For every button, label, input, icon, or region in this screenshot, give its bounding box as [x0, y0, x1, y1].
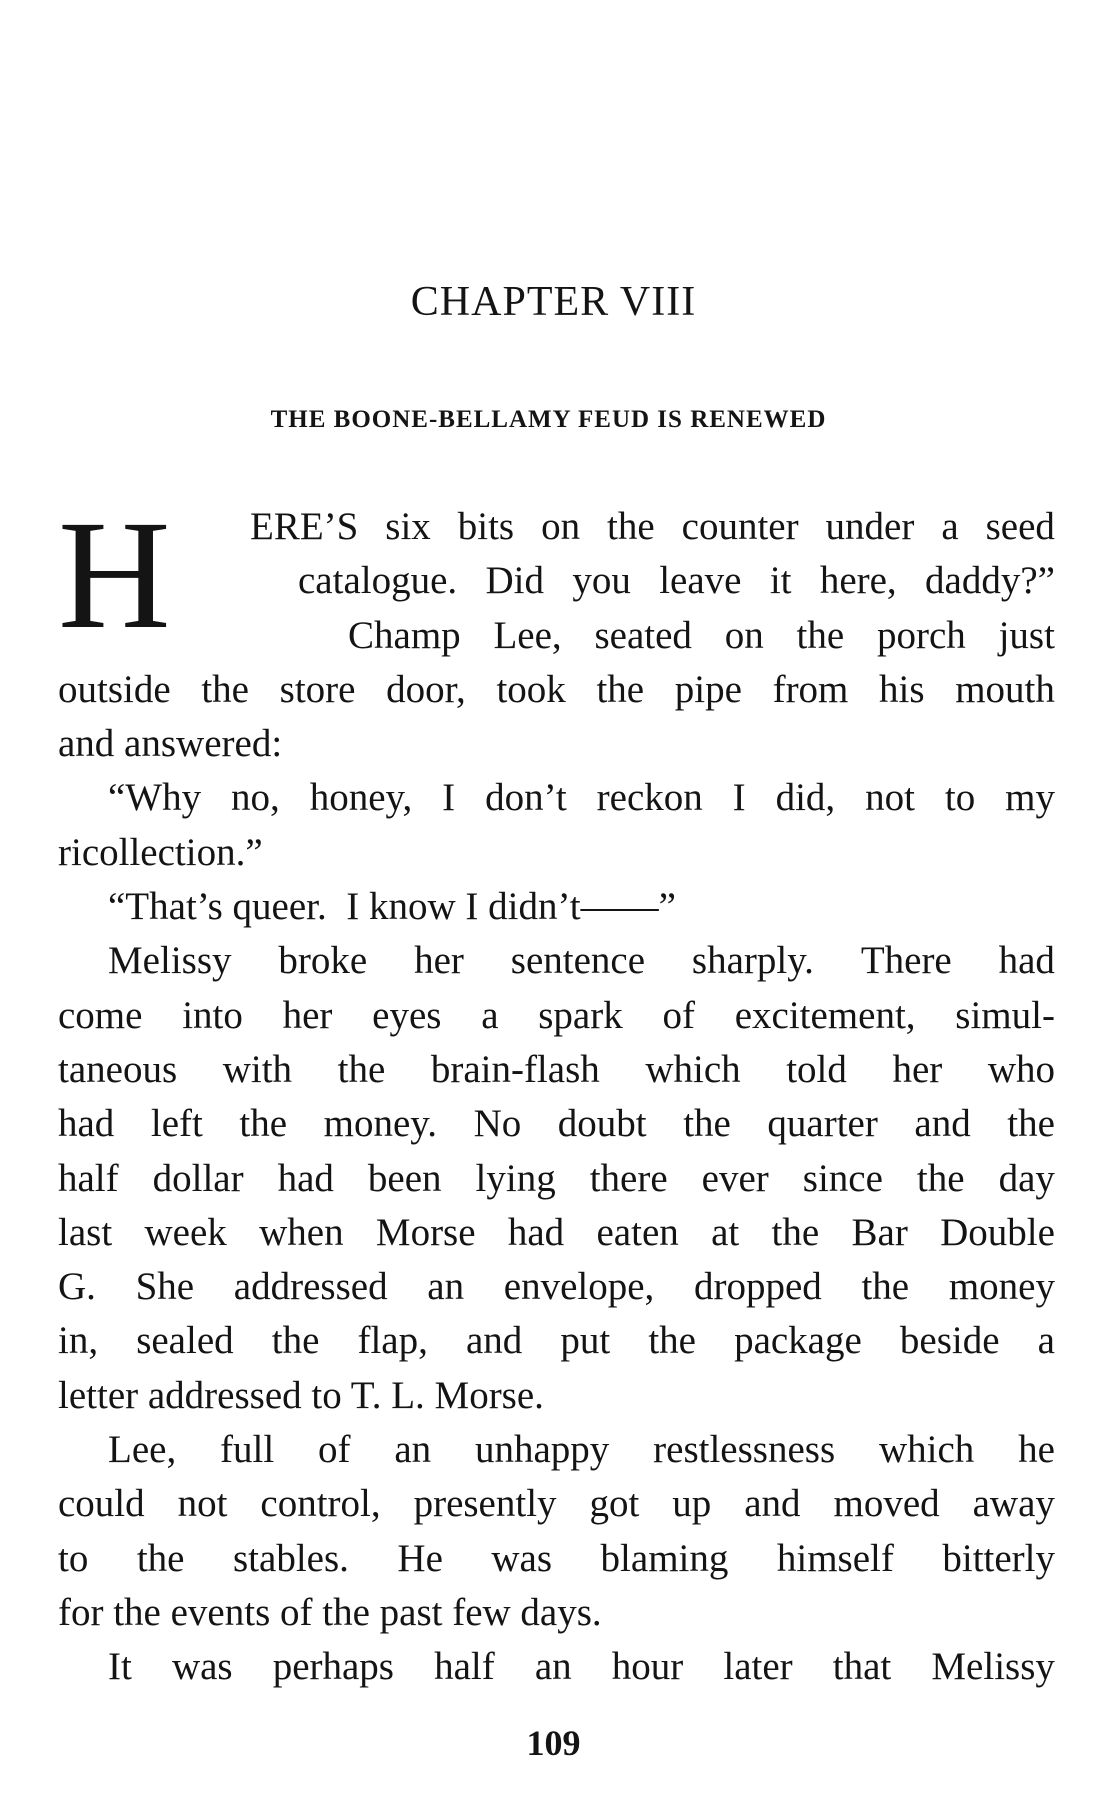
word: pipe	[674, 667, 742, 711]
word: into	[182, 993, 243, 1037]
word: an	[427, 1265, 465, 1309]
word: and	[465, 1319, 523, 1363]
word: and	[914, 1102, 971, 1146]
word: that	[832, 1645, 892, 1689]
word: “Why	[108, 776, 202, 820]
word: Champ	[348, 613, 461, 657]
text-line	[58, 500, 1055, 554]
chapter-title: CHAPTER VIII	[410, 279, 697, 325]
word: the	[337, 1047, 386, 1091]
word: the	[136, 1536, 185, 1580]
word: come	[58, 993, 143, 1037]
word: lying	[475, 1156, 556, 1200]
word: eaten	[596, 1210, 679, 1254]
word: blaming	[600, 1536, 729, 1580]
word: doubt	[557, 1102, 647, 1146]
word: sentence	[510, 939, 646, 983]
word: catalogue.	[298, 559, 458, 603]
word: the	[861, 1265, 910, 1309]
text-line	[58, 989, 1055, 1043]
word: took	[496, 667, 566, 711]
word: an	[394, 1428, 432, 1472]
word: Melissy	[931, 1645, 1055, 1689]
text-line	[58, 1314, 1055, 1368]
word: her	[414, 939, 464, 983]
word: the	[271, 1319, 320, 1363]
chapter-subtitle: THE BOONE-BELLAMY FEUD IS RENEWED	[270, 406, 827, 433]
word: simul-	[955, 993, 1055, 1037]
word: no,	[231, 776, 280, 820]
word: the	[1007, 1102, 1055, 1146]
text-line	[58, 1477, 1055, 1531]
word: been	[367, 1156, 442, 1200]
word: told	[786, 1047, 847, 1091]
word: Bar	[851, 1210, 908, 1254]
word: not	[177, 1482, 228, 1526]
word: Lee,	[493, 613, 562, 657]
page-number: 109	[526, 1723, 581, 1763]
word: porch	[876, 613, 966, 657]
word: had	[58, 1102, 115, 1146]
word: envelope,	[503, 1265, 655, 1309]
word: and	[744, 1482, 801, 1526]
word: bits	[457, 505, 515, 548]
text-line	[58, 1097, 1055, 1151]
word: a	[941, 505, 959, 548]
word: a	[481, 993, 499, 1037]
line-text: ricollection.”	[58, 830, 263, 874]
word: Melissy	[108, 939, 232, 983]
word: on	[541, 505, 581, 548]
word: which	[645, 1047, 741, 1091]
word: left	[150, 1102, 203, 1146]
word: beside	[899, 1319, 1000, 1363]
word: the	[201, 667, 249, 711]
line-text: and answered:	[58, 722, 283, 766]
text-line	[58, 717, 1055, 771]
word: door,	[386, 667, 466, 711]
line-text: letter addressed to T. L. Morse.	[58, 1373, 544, 1417]
word: the	[683, 1102, 731, 1146]
text-line	[58, 1260, 1055, 1314]
word: No	[473, 1102, 522, 1146]
word: store	[279, 667, 356, 711]
word: six	[385, 505, 431, 548]
word: you	[572, 559, 631, 603]
word: ERE’S	[250, 505, 359, 548]
text-line	[58, 1532, 1055, 1586]
word: under	[825, 505, 915, 548]
word: I	[732, 776, 746, 820]
word: money.	[323, 1102, 437, 1146]
word: sealed	[136, 1319, 234, 1363]
text-line	[58, 1640, 1055, 1694]
word: addressed	[233, 1265, 388, 1309]
word: since	[802, 1156, 883, 1200]
word: of	[662, 993, 695, 1037]
word: money	[948, 1265, 1055, 1309]
word: honey,	[309, 776, 413, 820]
word: presently	[413, 1482, 557, 1526]
word: brain-flash	[430, 1047, 600, 1091]
word: a	[1037, 1319, 1055, 1363]
text-line	[58, 1043, 1055, 1097]
word: outside	[58, 667, 171, 711]
word: Did	[485, 559, 545, 603]
text-line	[58, 1369, 1055, 1423]
word: which	[878, 1428, 975, 1472]
word: quarter	[767, 1102, 878, 1146]
word: last	[58, 1210, 113, 1254]
word: dropped	[693, 1265, 822, 1309]
word: He	[397, 1536, 443, 1580]
word: seed	[985, 505, 1055, 548]
word: had	[507, 1210, 565, 1254]
word: was	[171, 1645, 233, 1689]
word: who	[987, 1047, 1055, 1091]
word: eyes	[372, 993, 442, 1037]
word: restlessness	[653, 1428, 836, 1472]
word: from	[772, 667, 849, 711]
word: could	[58, 1482, 145, 1526]
body-text	[58, 488, 1055, 1695]
word: package	[734, 1319, 862, 1363]
word: to	[58, 1536, 89, 1580]
word: week	[144, 1210, 227, 1254]
word: did,	[775, 776, 836, 820]
word: moved	[833, 1482, 940, 1526]
text-line	[58, 1423, 1055, 1477]
text-line	[58, 934, 1055, 988]
word: reckon	[596, 776, 703, 820]
word: later	[723, 1645, 793, 1689]
word: on	[724, 613, 764, 657]
word: the	[796, 613, 845, 657]
word: his	[879, 667, 925, 711]
word: there	[589, 1156, 668, 1200]
word: away	[972, 1482, 1055, 1526]
word: counter	[681, 505, 799, 548]
word: Morse	[375, 1210, 476, 1254]
line-text: for the events of the past few days.	[58, 1590, 602, 1634]
word: full	[220, 1428, 275, 1472]
word: here,	[819, 559, 897, 603]
word: had	[277, 1156, 334, 1200]
text-line	[58, 663, 1055, 717]
word: unhappy	[475, 1428, 610, 1472]
word: daddy?”	[925, 559, 1055, 603]
text-line	[58, 1586, 1055, 1640]
text-line	[58, 771, 1055, 825]
word: the	[239, 1102, 288, 1146]
word: G.	[58, 1265, 96, 1309]
word: my	[1005, 776, 1055, 820]
word: She	[135, 1265, 195, 1309]
word: an	[534, 1645, 572, 1689]
text-line	[58, 554, 1055, 608]
word: himself	[776, 1536, 894, 1580]
word: perhaps	[272, 1645, 394, 1689]
word: the	[607, 505, 655, 548]
word: ever	[701, 1156, 769, 1200]
word: spark	[538, 993, 623, 1037]
word: with	[222, 1047, 293, 1091]
word: I	[442, 776, 456, 820]
word: the	[596, 667, 645, 711]
word: to	[944, 776, 976, 820]
word: flap,	[357, 1319, 428, 1363]
word: the	[648, 1319, 696, 1363]
word: don’t	[485, 776, 567, 820]
word: put	[560, 1319, 611, 1363]
word: stables.	[233, 1536, 349, 1580]
word: he	[1018, 1428, 1055, 1472]
line-text: “That’s queer. I know I didn’t——”	[108, 885, 676, 929]
text-line	[58, 826, 1055, 880]
word: the	[771, 1210, 820, 1254]
drop-cap: H	[58, 488, 171, 661]
word: dollar	[152, 1156, 244, 1200]
word: Lee,	[108, 1428, 177, 1472]
word: her	[282, 993, 333, 1037]
word: seated	[594, 613, 692, 657]
word: not	[865, 776, 915, 820]
word: Double	[940, 1210, 1055, 1254]
word: of	[318, 1428, 351, 1472]
word: the	[916, 1156, 965, 1200]
word: It	[108, 1645, 132, 1689]
word: There	[860, 939, 952, 983]
word: half	[58, 1156, 119, 1200]
word: was	[491, 1536, 553, 1580]
word: broke	[278, 939, 368, 983]
word: when	[259, 1210, 344, 1254]
text-line	[58, 609, 1055, 663]
word: her	[892, 1047, 943, 1091]
word: just	[998, 613, 1055, 657]
word: half	[434, 1645, 495, 1689]
text-line	[58, 1206, 1055, 1260]
word: up	[672, 1482, 712, 1526]
text-line	[58, 1152, 1055, 1206]
word: bitterly	[942, 1536, 1055, 1580]
word: got	[589, 1482, 640, 1526]
word: at	[711, 1210, 740, 1254]
word: leave	[659, 559, 742, 603]
word: day	[998, 1156, 1055, 1200]
word: it	[769, 559, 792, 603]
word: in,	[58, 1319, 99, 1363]
word: mouth	[955, 667, 1055, 711]
word: had	[998, 939, 1055, 983]
word: sharply.	[691, 939, 814, 983]
text-line	[58, 880, 1055, 934]
word: control,	[260, 1482, 381, 1526]
word: hour	[611, 1645, 684, 1689]
word: excitement,	[734, 993, 916, 1037]
word: taneous	[58, 1047, 178, 1091]
